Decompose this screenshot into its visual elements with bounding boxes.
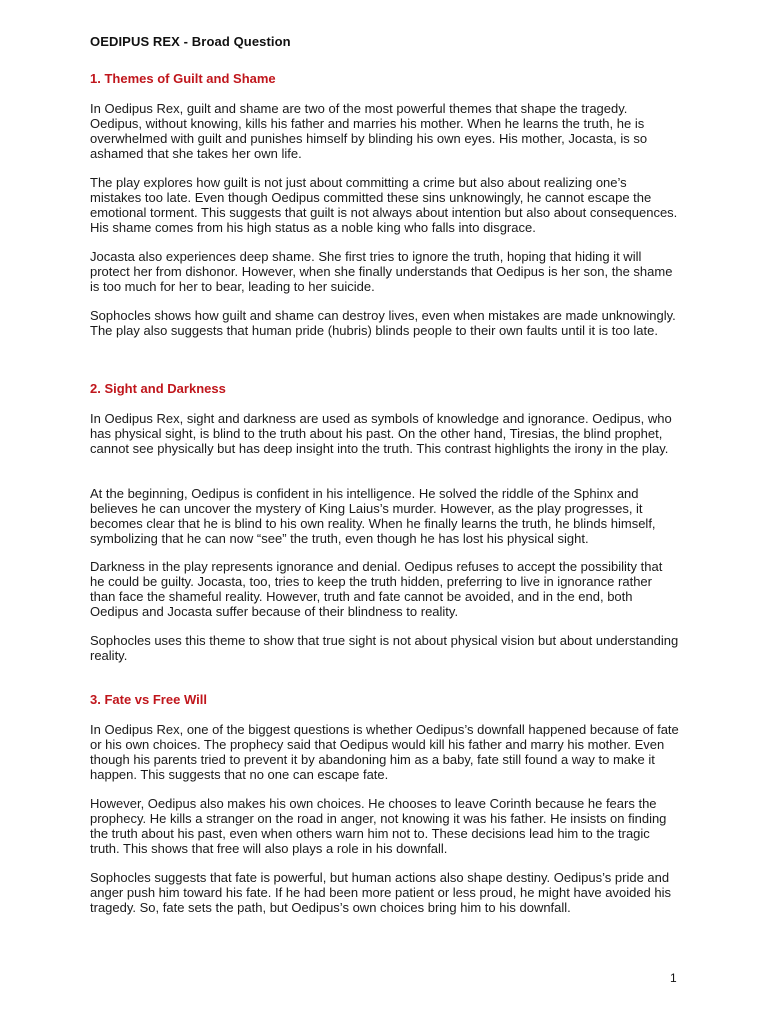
paragraph: In Oedipus Rex, sight and darkness are used as symbols of knowledge and ignorance. Oedipus, who has physical sight, is blind to the truth about his past. On the other hand, Tiresias, the blind prophet, cannot see physically but has deep insight into the truth. This contrast highlights the irony in the play. (90, 411, 672, 456)
section-heading-guilt-shame: 1. Themes of Guilt and Shame (90, 71, 276, 86)
paragraph: However, Oedipus also makes his own choices. He chooses to leave Corinth because he fears the prophecy. He kills a stranger on the road in anger, not knowing it was his father. He insists on finding the truth about his past, even when others warn him not to. These decisions lead him to the tragic truth. This shows that free will also plays a role in his downfall. (90, 796, 667, 856)
section-heading-fate-free-will: 3. Fate vs Free Will (90, 692, 207, 707)
section-heading-sight-darkness: 2. Sight and Darkness (90, 381, 226, 396)
paragraph: In Oedipus Rex, one of the biggest questions is whether Oedipus’s downfall happened because of fate or his own choices. The prophecy said that Oedipus would kill his father and marry his mother. Even though his parents tried to prevent it by abandoning him as a baby, fate still found a way to make it happen. This suggests that no one can escape fate. (90, 722, 679, 782)
paragraph: Sophocles uses this theme to show that true sight is not about physical vision but about understanding reality. (90, 633, 679, 663)
page-number: 1 (670, 971, 677, 985)
document-title: OEDIPUS REX - Broad Question (90, 34, 291, 49)
paragraph: Jocasta also experiences deep shame. She first tries to ignore the truth, hoping that hiding it will protect her from dishonor. However, when she finally understands that Oedipus is her son, the shame is too much for her to bear, leading to her suicide. (90, 249, 673, 294)
paragraph: Sophocles suggests that fate is powerful, but human actions also shape destiny. Oedipus’s pride and anger push him toward his fate. If he had been more patient or less proud, he might have avoided his tragedy. So, fate sets the path, but Oedipus’s own choices bring him to his downfall. (90, 870, 672, 915)
paragraph: In Oedipus Rex, guilt and shame are two of the most powerful themes that shape the tragedy. Oedipus, without knowing, kills his father and marries his mother. When he learns the truth, he is overwhelmed with guilt and punishes himself by blinding his own eyes. His mother, Jocasta, is so ashamed that she takes her own life. (90, 101, 648, 161)
paragraph: Sophocles shows how guilt and shame can destroy lives, even when mistakes are made unknowingly. The play also suggests that human pride (hubris) blinds people to their own faults until it is too late. (90, 308, 676, 338)
paragraph: At the beginning, Oedipus is confident in his intelligence. He solved the riddle of the Sphinx and believes he can uncover the mystery of King Laius’s murder. However, as the play progresses, it becomes clear that he is blind to his own reality. When he finally learns the truth, he blinds himself, symbolizing that he can now “see” the truth, even though he has lost his physical sight. (90, 486, 656, 546)
paragraph: The play explores how guilt is not just about committing a crime but also about realizing one’s mistakes too late. Even though Oedipus committed these sins unknowingly, he cannot escape the emotional torment. This suggests that guilt is not always about intention but also about consequences. His shame comes from his high status as a noble king who falls into disgrace. (90, 175, 678, 235)
paragraph: Darkness in the play represents ignorance and denial. Oedipus refuses to accept the possibility that he could be guilty. Jocasta, too, tries to keep the truth hidden, preferring to live in ignorance rather than face the shameful reality. However, truth and fate cannot be avoided, and in the end, both Oedipus and Jocasta suffer because of their blindness to reality. (90, 559, 663, 619)
